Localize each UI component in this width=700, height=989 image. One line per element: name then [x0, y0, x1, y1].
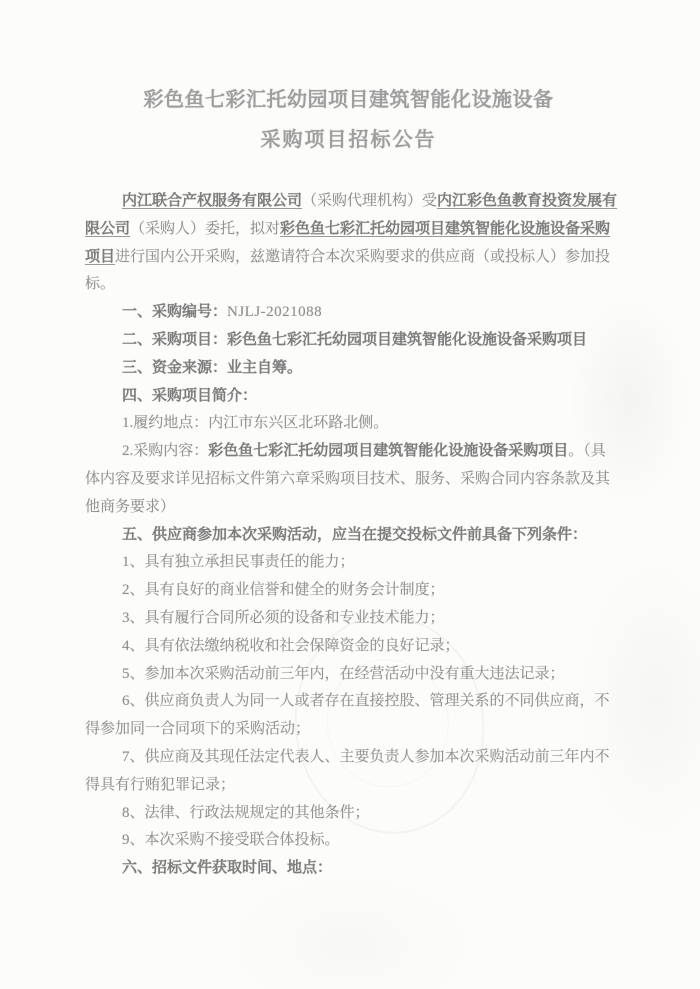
text-run: 9、本次采购不接受联合体投标。 — [122, 832, 340, 849]
text-line — [85, 855, 612, 883]
text-line — [85, 466, 612, 494]
text-run: 三、资金来源：业主自筹。 — [122, 359, 303, 376]
text-line — [85, 605, 612, 633]
text-run: 体内容及要求详见招标文件第六章采购项目技术、服务、采购合同内容条款及其 — [85, 470, 611, 487]
text-run: 5、参加本次采购活动前三年内，在经营活动中没有重大违法记录； — [122, 665, 565, 682]
text-line — [85, 633, 612, 661]
text-run: 得具有行贿犯罪记录； — [85, 776, 236, 793]
text-run: 8、法律、行政法规规定的其他条件； — [122, 804, 370, 821]
text-run: （采购代理机构）受 — [302, 193, 438, 209]
text-run: （采购人）委托，拟对 — [130, 220, 281, 237]
text-line — [85, 716, 612, 744]
text-line — [85, 216, 612, 244]
text-run: 2.采购内容： — [122, 443, 209, 460]
text-line — [85, 800, 612, 828]
text-line — [85, 744, 612, 772]
text-line — [85, 383, 612, 411]
text-run: 彩色鱼七彩汇托幼园项目建筑智能化设施设备采购项目 — [208, 443, 569, 460]
text-run: 2、具有良好的商业信誉和健全的财务会计制度； — [122, 582, 445, 599]
text-line — [85, 355, 612, 383]
document-body — [85, 188, 618, 883]
document-title-line-2: 采购项目招标公告 — [260, 129, 437, 151]
text-run: 二、采购项目：彩色鱼七彩汇托幼园项目建筑智能化设施设备采购项目 — [122, 331, 588, 348]
text-line — [85, 688, 612, 716]
text-line — [85, 438, 612, 466]
text-run: NJLJ-2021088 — [227, 304, 323, 321]
underlined-text-run: 彩色鱼七彩汇托幼园项目建筑智能化设施设备采购 — [280, 220, 611, 237]
text-run: 得参加同一合同项下的采购活动； — [85, 721, 311, 738]
text-run: 3、具有履行合同所必须的设备和专业技术能力； — [122, 609, 445, 626]
text-run: 1.履约地点：内江市东兴区北环路北侧。 — [122, 415, 389, 432]
text-line — [85, 410, 612, 438]
text-line — [85, 661, 612, 689]
text-line — [85, 772, 612, 800]
text-run: 标。 — [85, 276, 116, 293]
text-run: 4、具有依法缴纳税收和社会保障资金的良好记录； — [122, 637, 460, 654]
text-run: 一、采购编号： — [122, 304, 228, 321]
text-line — [85, 827, 612, 855]
text-line — [85, 522, 612, 550]
text-line — [85, 299, 612, 327]
text-line — [85, 244, 612, 272]
text-line — [85, 188, 618, 216]
text-run: 六、招标文件获取时间、地点： — [122, 860, 333, 877]
underlined-text-run: 项目 — [85, 248, 116, 265]
text-run: 1、具有独立承担民事责任的能力； — [122, 554, 355, 571]
text-line — [85, 549, 612, 577]
text-line — [85, 271, 612, 299]
text-run: 四、采购项目简介： — [122, 387, 258, 404]
document-title — [85, 80, 612, 160]
document-title-line-1: 彩色鱼七彩汇托幼园项目建筑智能化设施设备 — [143, 89, 554, 111]
text-line — [85, 494, 612, 522]
text-line — [85, 577, 612, 605]
underlined-text-run: 限公司 — [85, 220, 131, 237]
text-run: 7、供应商及其现任法定代表人、主要负责人参加本次采购活动前三年内不 — [122, 748, 610, 765]
text-run: 五、供应商参加本次采购活动，应当在提交投标文件前具备下列条件： — [122, 526, 588, 543]
text-run: 6、供应商负责人为同一人或者存在直接控股、管理关系的不同供应商，不 — [122, 693, 610, 710]
text-line — [85, 327, 612, 355]
underlined-text-run: 内江彩色鱼教育投资发展有 — [437, 193, 618, 209]
text-run: 。（具 — [568, 443, 606, 460]
document-content — [85, 80, 618, 883]
text-run: 进行国内公开采购，兹邀请符合本次采购要求的供应商（或投标人）参加投 — [115, 248, 611, 265]
text-run: 他商务要求） — [85, 498, 176, 515]
underlined-text-run: 内江联合产权服务有限公司 — [122, 193, 303, 209]
